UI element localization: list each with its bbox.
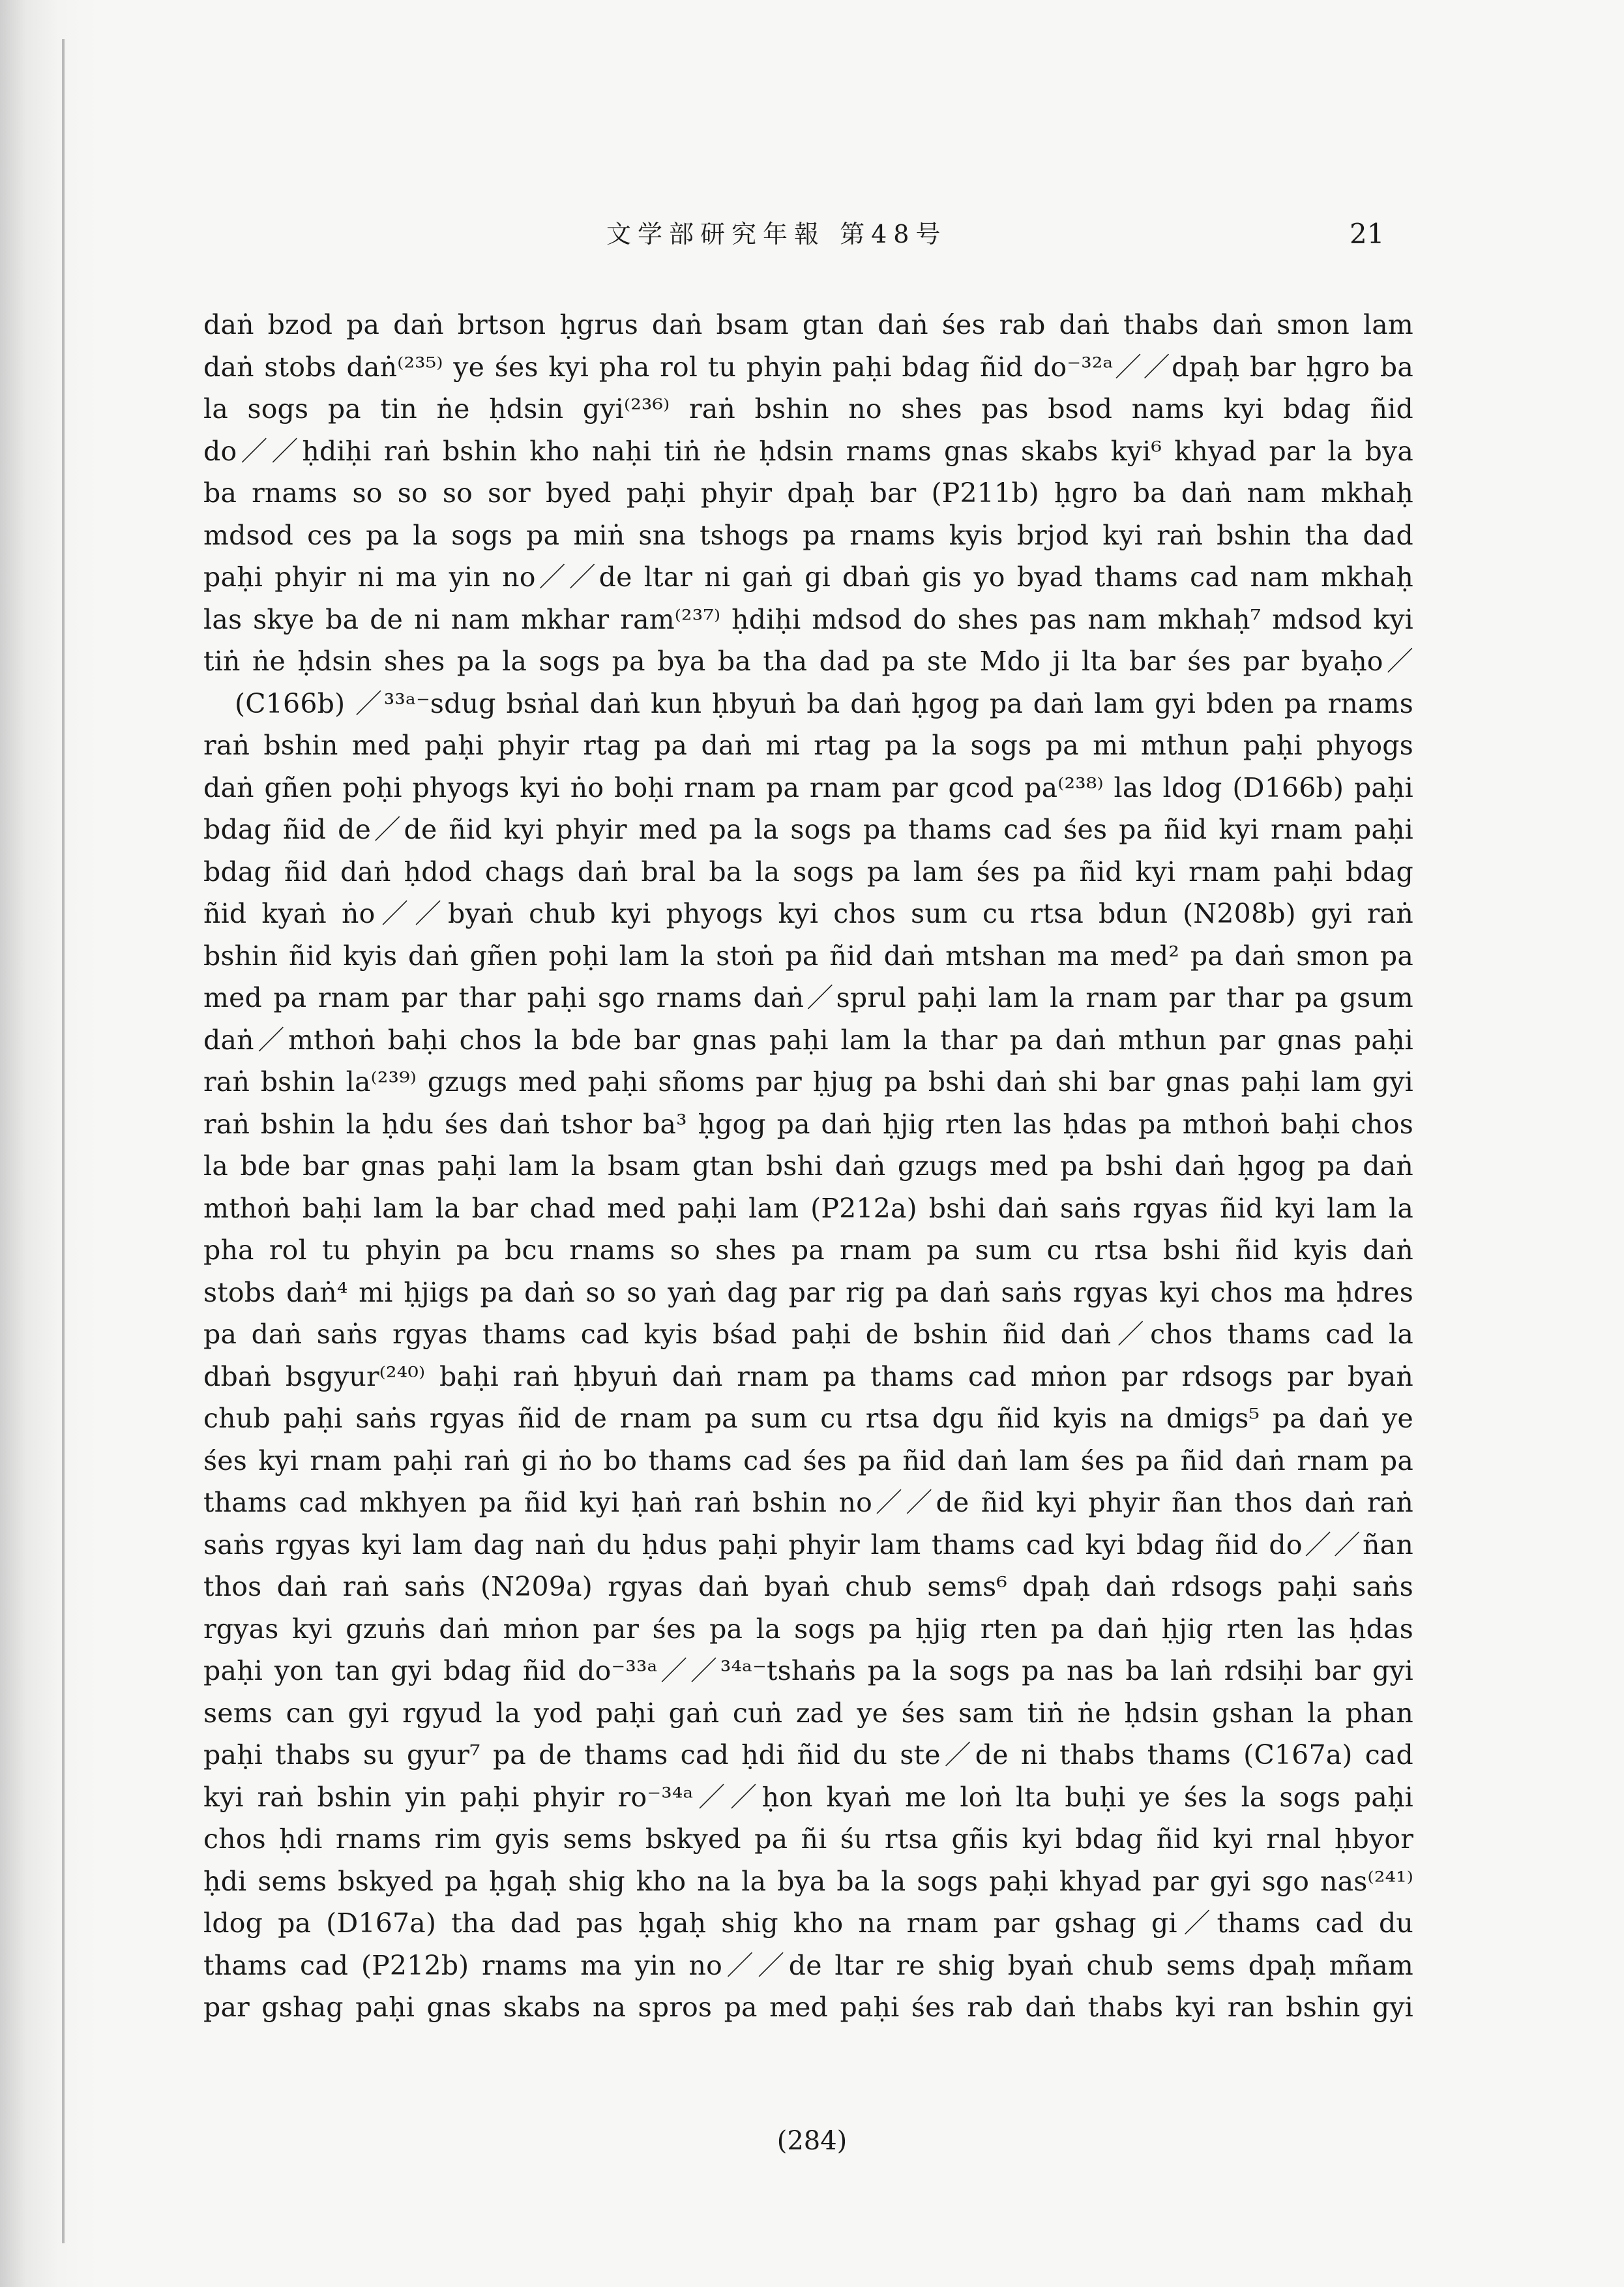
text-line: la bde bar gnas paḥi lam la bsam gtan bshi daṅ gzugs med pa bshi daṅ ḥgog pa daṅ bbox=[203, 1150, 1413, 1182]
text-line: ldog pa (D167a) tha dad pas ḥgaḥ shig kho na rnam par gshag gi／thams cad du bbox=[203, 1907, 1413, 1939]
text-line: dbaṅ bsgyur⁽²⁴⁰⁾ baḥi raṅ ḥbyuṅ daṅ rnam pa thams cad mṅon par rdsogs par byaṅ bbox=[203, 1360, 1413, 1392]
text-line: ba rnams so so so sor byed paḥi phyir dpaḥ bar (P211b) ḥgro ba daṅ nam mkhaḥ bbox=[203, 477, 1413, 509]
text-line: tiṅ ṅe ḥdsin shes pa la sogs pa bya ba tha dad pa ste Mdo ji lta bar śes par byaḥo／ bbox=[203, 646, 1413, 677]
text-line: chub paḥi saṅs rgyas ñid de rnam pa sum cu rtsa dgu ñid kyis na dmigs⁵ pa daṅ ye bbox=[203, 1403, 1413, 1434]
text-line: pha rol tu phyin pa bcu rnams so shes pa rnam pa sum cu rtsa bshi ñid kyis daṅ bbox=[203, 1234, 1413, 1266]
text-line: las skye ba de ni nam mkhar ram⁽²³⁷⁾ ḥdiḥi mdsod do shes pas nam mkhaḥ⁷ mdsod kyi bbox=[203, 603, 1413, 635]
text-line: kyi raṅ bshin yin paḥi phyir ro⁻³⁴ᵃ／／ḥon kyaṅ me loṅ lta buḥi ye śes la sogs paḥi bbox=[203, 1781, 1413, 1813]
text-line: (C166b) ／³³ᵃ⁻sdug bsṅal daṅ kun ḥbyuṅ ba daṅ ḥgog pa daṅ lam gyi bden pa rnams bbox=[235, 687, 1413, 719]
text-line: mthoṅ baḥi lam la bar chad med paḥi lam (P212a) bshi daṅ saṅs rgyas ñid kyi lam la bbox=[203, 1192, 1413, 1224]
text-line: rgyas kyi gzuṅs daṅ mṅon par śes pa la sogs pa ḥjig rten pa daṅ ḥjig rten las ḥdas bbox=[203, 1613, 1413, 1645]
text-line: chos ḥdi rnams rim gyis sems bskyed pa ñi śu rtsa gñis kyi bdag ñid kyi rnal ḥbyor bbox=[203, 1823, 1413, 1855]
text-line: bshin ñid kyis daṅ gñen poḥi lam la stoṅ pa ñid daṅ mtshan ma med² pa daṅ smon pa bbox=[203, 940, 1413, 972]
text-line: daṅ stobs daṅ⁽²³⁵⁾ ye śes kyi pha rol tu phyin paḥi bdag ñid do⁻³²ᵃ／／dpaḥ bar ḥgro ba bbox=[203, 351, 1413, 383]
footer-folio: (284) bbox=[776, 2126, 848, 2156]
text-line: thos daṅ raṅ saṅs (N209a) rgyas daṅ byaṅ chub sems⁶ dpaḥ daṅ rdsogs paḥi saṅs bbox=[203, 1571, 1413, 1602]
text-line: thams cad (P212b) rnams ma yin no／／de ltar re shig byaṅ chub sems dpaḥ mñam bbox=[203, 1949, 1413, 1981]
body-text bbox=[203, 304, 1413, 2029]
text-line: ñid kyaṅ ṅo／／byaṅ chub kyi phyogs kyi chos sum cu rtsa bdun (N208b) gyi raṅ bbox=[203, 898, 1413, 929]
text-line: mdsod ces pa la sogs pa miṅ sna tshogs pa rnams kyis brjod kyi raṅ bshin tha dad bbox=[203, 519, 1413, 551]
page-left-shadow bbox=[0, 0, 98, 2287]
text-line: daṅ bzod pa daṅ brtson ḥgrus daṅ bsam gtan daṅ śes rab daṅ thabs daṅ smon lam bbox=[203, 309, 1413, 340]
text-line: la sogs pa tin ṅe ḥdsin gyi⁽²³⁶⁾ raṅ bshin no shes pas bsod nams kyi bdag ñid bbox=[203, 393, 1413, 425]
binding-edge bbox=[62, 39, 65, 2243]
text-line: do／／ḥdiḥi raṅ bshin kho naḥi tiṅ ṅe ḥdsin rnams gnas skabs kyi⁶ khyad par la bya bbox=[203, 435, 1413, 467]
text-line: thams cad mkhyen pa ñid kyi ḥaṅ raṅ bshin no／／de ñid kyi phyir ñan thos daṅ raṅ bbox=[203, 1487, 1413, 1518]
text-line: daṅ／mthoṅ baḥi chos la bde bar gnas paḥi lam la thar pa daṅ mthun par gnas paḥi bbox=[203, 1024, 1413, 1056]
journal-title: 文学部研究年報 第48号 bbox=[606, 220, 947, 248]
text-line: paḥi phyir ni ma yin no／／de ltar ni gaṅ gi dbaṅ gis yo byad thams cad nam mkhaḥ bbox=[203, 561, 1413, 593]
text-line: bdag ñid daṅ ḥdod chags daṅ bral ba la sogs pa lam śes pa ñid kyi rnam paḥi bdag bbox=[203, 856, 1413, 888]
text-line: pa daṅ saṅs rgyas thams cad kyis bśad paḥi de bshin ñid daṅ／chos thams cad la bbox=[203, 1319, 1413, 1350]
text-line: med pa rnam par thar paḥi sgo rnams daṅ／sprul paḥi lam la rnam par thar pa gsum bbox=[203, 982, 1413, 1013]
text-line: stobs daṅ⁴ mi ḥjigs pa daṅ so so yaṅ dag par rig pa daṅ saṅs rgyas kyi chos ma ḥdres bbox=[203, 1276, 1413, 1308]
page-number: 21 bbox=[1350, 218, 1385, 250]
text-line: raṅ bshin la⁽²³⁹⁾ gzugs med paḥi sñoms par ḥjug pa bshi daṅ shi bar gnas paḥi lam gyi bbox=[203, 1066, 1413, 1098]
text-line: daṅ gñen poḥi phyogs kyi ṅo boḥi rnam pa rnam par gcod pa⁽²³⁸⁾ las ldog (D166b) paḥi bbox=[203, 771, 1413, 803]
text-line: śes kyi rnam paḥi raṅ gi ṅo bo thams cad śes pa ñid daṅ lam śes pa ñid daṅ rnam pa bbox=[203, 1444, 1413, 1476]
text-line: par gshag paḥi gnas skabs na spros pa med paḥi śes rab daṅ thabs kyi ran bshin gyi bbox=[203, 1992, 1413, 2023]
text-line: raṅ bshin med paḥi phyir rtag pa daṅ mi rtag pa la sogs pa mi mthun paḥi phyogs bbox=[203, 730, 1413, 761]
text-line: paḥi thabs su gyur⁷ pa de thams cad ḥdi ñid du ste／de ni thabs thams (C167a) cad bbox=[203, 1739, 1413, 1771]
text-line: saṅs rgyas kyi lam dag naṅ du ḥdus paḥi phyir lam thams cad kyi bdag ñid do／／ñan bbox=[203, 1529, 1413, 1561]
text-line: ḥdi sems bskyed pa ḥgaḥ shig kho na la bya ba la sogs paḥi khyad par gyi sgo nas⁽²⁴¹⁾ bbox=[203, 1865, 1413, 1897]
running-header bbox=[0, 214, 1624, 253]
text-line: bdag ñid de／de ñid kyi phyir med pa la sogs pa thams cad śes pa ñid kyi rnam paḥi bbox=[203, 814, 1413, 845]
text-line: paḥi yon tan gyi bdag ñid do⁻³³ᵃ／／³⁴ᵃ⁻tshaṅs pa la sogs pa nas ba laṅ rdsiḥi bar gyi bbox=[203, 1655, 1413, 1686]
text-line: raṅ bshin la ḥdu śes daṅ tshor ba³ ḥgog pa daṅ ḥjig rten las ḥdas pa mthoṅ baḥi chos bbox=[203, 1108, 1413, 1140]
text-line: sems can gyi rgyud la yod paḥi gaṅ cuṅ zad ye śes sam tiṅ ṅe ḥdsin gshan la phan bbox=[203, 1697, 1413, 1729]
